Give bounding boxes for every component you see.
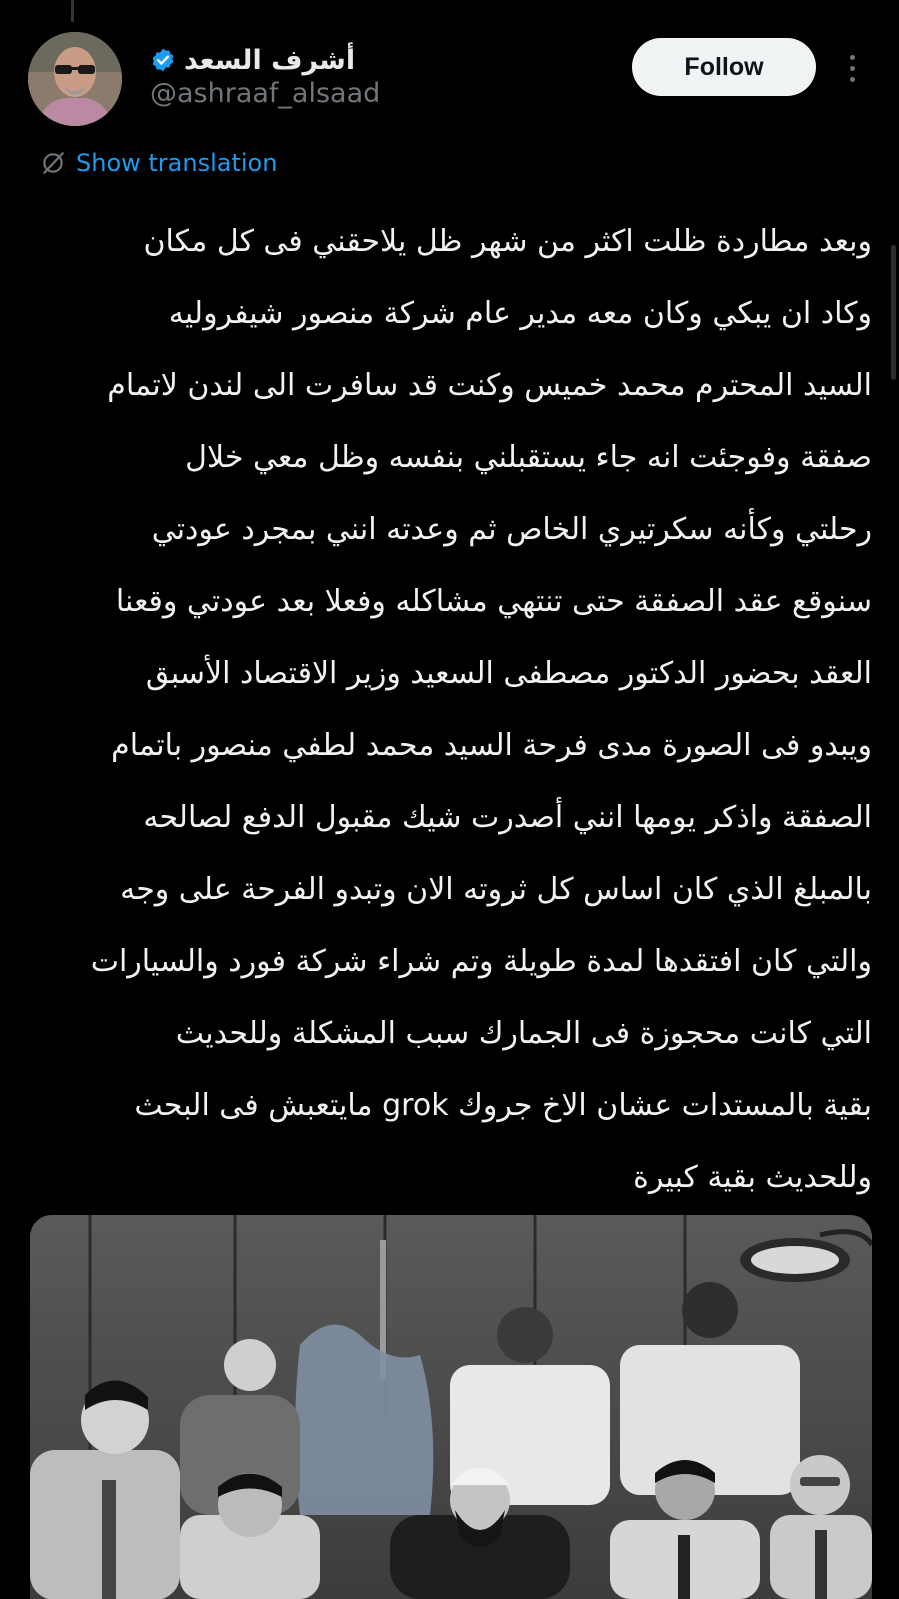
avatar[interactable] [28,32,122,126]
tweet-text [40,206,872,1214]
author-handle[interactable]: @ashraaf_alsaad [150,78,381,109]
author-name-row [150,40,355,80]
avatar-image [28,32,122,126]
tweet-text-line: والتي كان افتقدها لمدة طويلة وتم شراء شركة فورد والسيارات [90,944,872,979]
tweet-text-line: السيد المحترم محمد خميس وكنت قد سافرت الى لندن لاتمام [107,368,872,403]
thread-connector-line [71,0,74,22]
scrollbar-thumb[interactable] [891,245,896,380]
follow-button[interactable]: Follow [632,38,816,96]
tweet-text-line: وبعد مطاردة ظلت اكثر من شهر ظل يلاحقني فى كل مكان [143,224,872,259]
show-translation-link[interactable] [40,146,277,180]
tweet-text-line: التي كانت محجوزة فى الجمارك سبب المشكلة وللحديث [175,1016,872,1051]
verified-badge-icon [150,47,176,73]
tweet-text-line: العقد بحضور الدكتور مصطفى السعيد وزير الاقتصاد الأسبق [145,656,872,691]
tweet-text-line: وكاد ان يبكي وكان معه مدير عام شركة منصور شيفروليه [168,296,872,331]
author-display-name[interactable]: أشرف السعد [184,44,356,76]
show-translation-label: Show translation [76,149,278,177]
more-dot [850,66,855,71]
tweet-text-line: الصفقة واذكر يومها انني أصدرت شيك مقبول الدفع لصالحه [143,800,872,835]
tweet-text-line: سنوقع عقد الصفقة حتى تنتهي مشاكله وفعلا بعد عودتي وقعنا [115,584,872,619]
tweet-text-line: وللحديث بقية كبيرة [633,1160,872,1195]
tweet-text-line: ويبدو فى الصورة مدى فرحة السيد محمد لطفي منصور باتمام [111,728,872,763]
globe-translate-icon [40,150,66,176]
more-dot [850,55,855,60]
tweet-photo[interactable] [30,1215,872,1599]
tweet-text-line: بالمبلغ الذي كان اساس كل ثروته الان وتبدو الفرحة على وجه [120,872,872,907]
more-dot [850,77,855,82]
tweet-text-line: بقية بالمستدات عشان الاخ جروك grok مايتعبش فى البحث [134,1088,872,1123]
tweet-text-line: صفقة وفوجئت انه جاء يستقبلني بنفسه وظل معي خلال [185,440,872,475]
photo-illustration [30,1215,872,1599]
more-options-icon[interactable] [838,48,866,88]
tweet-text-line: رحلتي وكأنه سكرتيري الخاص ثم وعدته انني بمجرد عودتي [151,512,872,547]
